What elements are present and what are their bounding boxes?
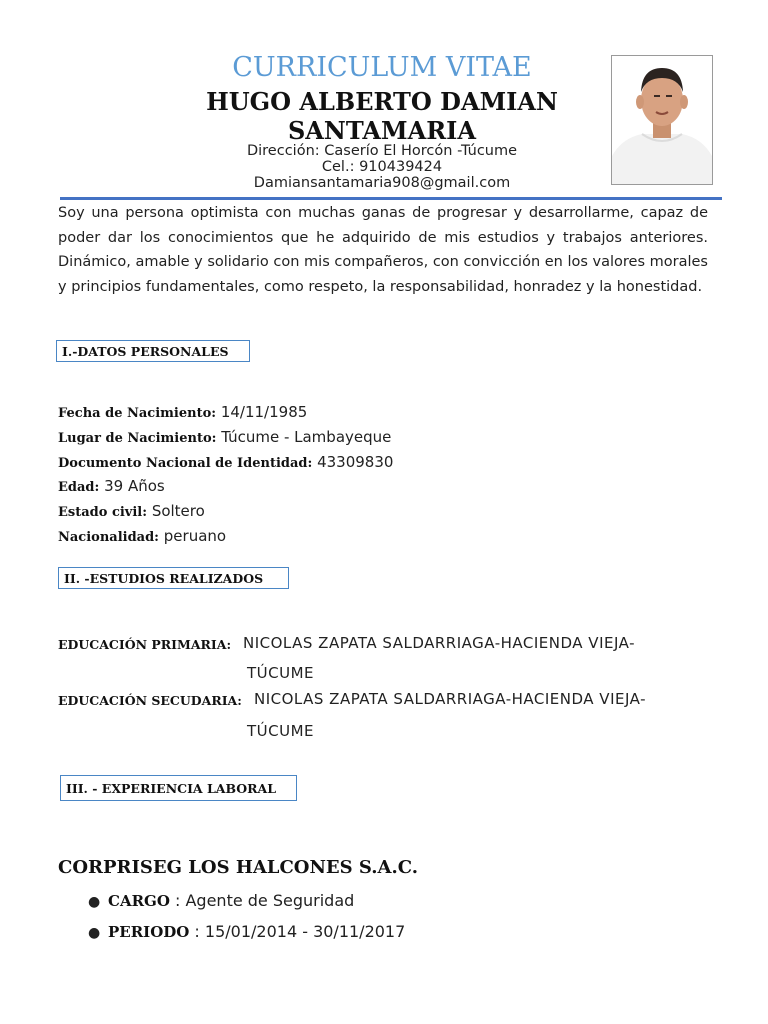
birth-place-row bbox=[58, 428, 391, 446]
role-label: CARGO bbox=[108, 892, 170, 910]
primary-education-value-line1: NICOLAS ZAPATA SALDARRIAGA-HACIENDA VIEJA- bbox=[243, 634, 635, 652]
section-experience: III. - EXPERIENCIA LABORAL bbox=[60, 775, 297, 801]
role-item bbox=[88, 891, 354, 910]
primary-education-label: EDUCACIÓN PRIMARIA: bbox=[58, 637, 232, 652]
section-personal-data: I.-DATOS PERSONALES bbox=[56, 340, 250, 362]
civil-status-row bbox=[58, 502, 205, 520]
primary-education-value-line2: TÚCUME bbox=[247, 664, 315, 682]
candidate-name-line1: HUGO ALBERTO DAMIAN bbox=[206, 87, 558, 116]
birth-place-value: Túcume - Lambayeque bbox=[221, 428, 392, 446]
birth-place-label: Lugar de Nacimiento: bbox=[58, 431, 217, 446]
civil-status-value: Soltero bbox=[151, 502, 205, 520]
role-value: : Agente de Seguridad bbox=[169, 891, 355, 910]
header-divider bbox=[60, 197, 722, 200]
period-label: PERIODO bbox=[108, 923, 190, 941]
age-value: 39 Años bbox=[104, 477, 165, 495]
period-item bbox=[88, 922, 405, 941]
profile-photo bbox=[611, 55, 713, 185]
bullet-icon: ● bbox=[88, 925, 101, 941]
dni-label: Documento Nacional de Identidad: bbox=[58, 456, 313, 471]
email: Damiansantamaria908@gmail.com bbox=[253, 175, 511, 191]
profile-summary: Soy una persona optimista con muchas ganas de progresar y desarrollarme, capaz de poder dar los conocimientos que he adquirido de mis estudios y trabajos anteriores. Dinámico, amable y solidario con mis compañeros, con convicción en los valores morales y principios fundamentales, como respeto, la responsabilidad, honradez y la honestidad. bbox=[58, 205, 708, 295]
dni-row bbox=[58, 453, 393, 471]
person-portrait-icon bbox=[612, 56, 712, 184]
nationality-value: peruano bbox=[163, 527, 227, 545]
bullet-icon: ● bbox=[88, 894, 101, 910]
secondary-education-label: EDUCACIÓN SECUDARIA: bbox=[58, 693, 242, 708]
address: Dirección: Caserío El Horcón -Túcume bbox=[246, 143, 518, 159]
birth-date-row bbox=[58, 403, 307, 421]
age-row bbox=[58, 477, 165, 495]
cv-title: CURRICULUM VITAE bbox=[232, 52, 532, 83]
secondary-education-value-line1: NICOLAS ZAPATA SALDARRIAGA-HACIENDA VIEJA- bbox=[254, 690, 646, 708]
secondary-education-value-line2: TÚCUME bbox=[247, 722, 315, 740]
birth-date-label: Fecha de Nacimiento: bbox=[58, 406, 217, 421]
dni-value: 43309830 bbox=[317, 453, 394, 471]
nationality-row bbox=[58, 527, 226, 545]
company-name: CORPRISEG LOS HALCONES S.A.C. bbox=[58, 857, 419, 878]
primary-education-row bbox=[58, 634, 231, 653]
section-studies: II. -ESTUDIOS REALIZADOS bbox=[58, 567, 289, 589]
phone: Cel.: 910439424 bbox=[321, 159, 443, 175]
civil-status-label: Estado civil: bbox=[58, 505, 148, 520]
birth-date-value: 14/11/1985 bbox=[220, 403, 308, 421]
candidate-name bbox=[180, 87, 584, 145]
nationality-label: Nacionalidad: bbox=[58, 530, 159, 545]
period-value: : 15/01/2014 - 30/11/2017 bbox=[189, 922, 406, 941]
age-label: Edad: bbox=[58, 480, 100, 495]
candidate-name-line2: SANTAMARIA bbox=[287, 116, 477, 145]
secondary-education-row bbox=[58, 690, 242, 709]
